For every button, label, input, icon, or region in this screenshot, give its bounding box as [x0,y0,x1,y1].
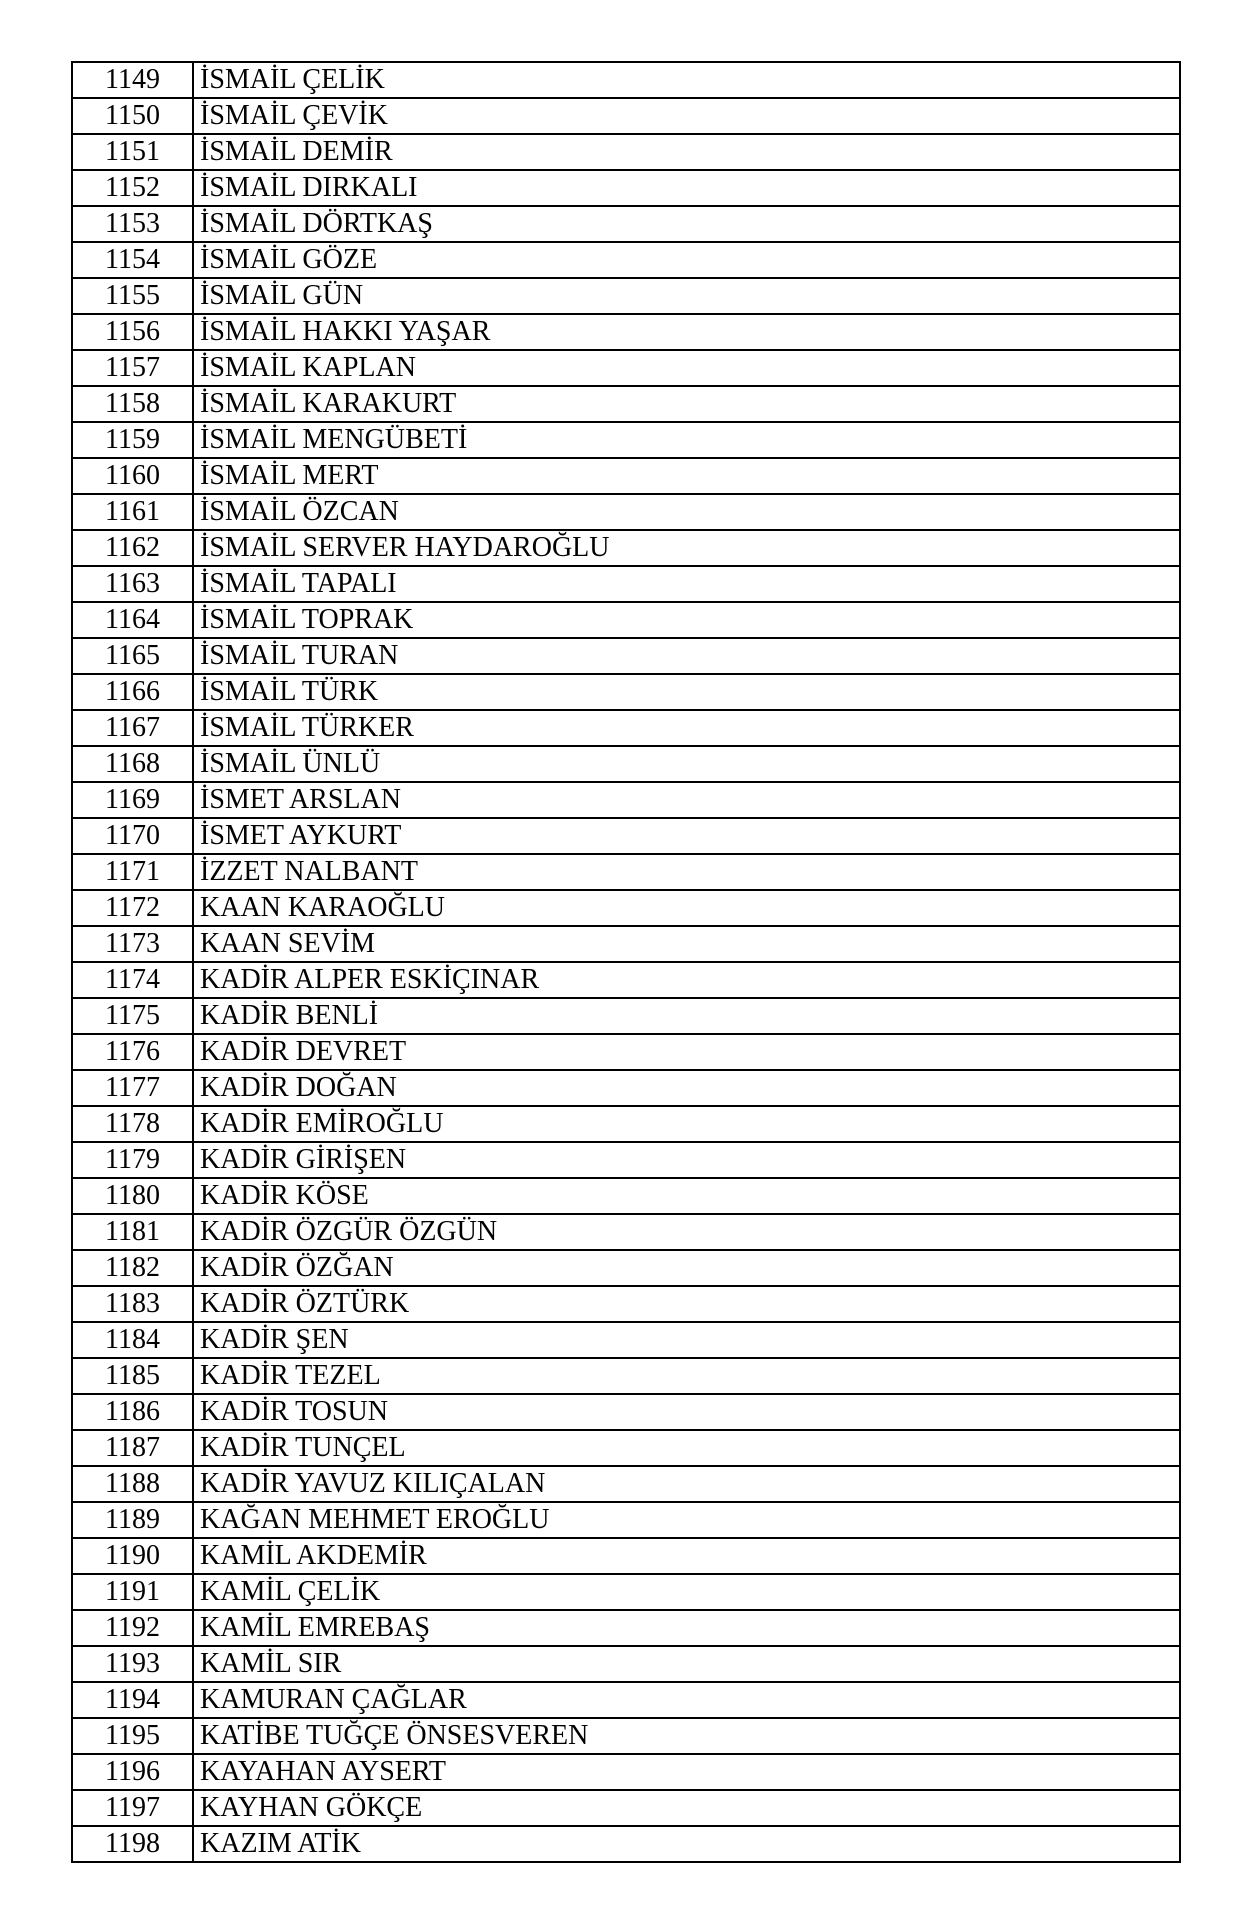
full-name-cell: KADİR DEVRET [193,1034,1180,1070]
full-name-cell: KADİR BENLİ [193,998,1180,1034]
table-row [72,1286,1180,1322]
row-number-cell: 1170 [72,818,193,854]
table-row [72,1142,1180,1178]
full-name-cell: KADİR YAVUZ KILIÇALAN [193,1466,1180,1502]
full-name-cell: İSMAİL TAPALI [193,566,1180,602]
table-row [72,494,1180,530]
full-name-cell: KAYHAN GÖKÇE [193,1790,1180,1826]
table-row [72,710,1180,746]
full-name-cell: KADİR TUNÇEL [193,1430,1180,1466]
row-number-cell: 1172 [72,890,193,926]
full-name-cell: İSMAİL ÖZCAN [193,494,1180,530]
row-number-cell: 1161 [72,494,193,530]
row-number-cell: 1190 [72,1538,193,1574]
table-row [72,458,1180,494]
row-number-cell: 1197 [72,1790,193,1826]
table-row [72,386,1180,422]
table-row [72,1574,1180,1610]
row-number-cell: 1195 [72,1718,193,1754]
full-name-cell: İSMAİL ÜNLÜ [193,746,1180,782]
row-number-cell: 1175 [72,998,193,1034]
row-number-cell: 1180 [72,1178,193,1214]
row-number-cell: 1181 [72,1214,193,1250]
table-row [72,1250,1180,1286]
table-row [72,1646,1180,1682]
table-row [72,962,1180,998]
row-number-cell: 1164 [72,602,193,638]
row-number-cell: 1167 [72,710,193,746]
full-name-cell: KADİR EMİROĞLU [193,1106,1180,1142]
full-name-cell: KAMİL EMREBAŞ [193,1610,1180,1646]
table-row [72,998,1180,1034]
row-number-cell: 1196 [72,1754,193,1790]
full-name-cell: İSMAİL GÖZE [193,242,1180,278]
row-number-cell: 1192 [72,1610,193,1646]
row-number-cell: 1174 [72,962,193,998]
table-row [72,1034,1180,1070]
table-row [72,566,1180,602]
table-row [72,530,1180,566]
table-row [72,1178,1180,1214]
row-number-cell: 1169 [72,782,193,818]
table-row [72,1682,1180,1718]
full-name-cell: KADİR DOĞAN [193,1070,1180,1106]
full-name-cell: KAYAHAN AYSERT [193,1754,1180,1790]
row-number-cell: 1157 [72,350,193,386]
table-row [72,890,1180,926]
table-row [72,1430,1180,1466]
table-row [72,1322,1180,1358]
table-row [72,206,1180,242]
full-name-cell: İSMAİL MERT [193,458,1180,494]
table-row [72,1790,1180,1826]
row-number-cell: 1163 [72,566,193,602]
table-row [72,1358,1180,1394]
table-row [72,1718,1180,1754]
full-name-cell: İSMAİL HAKKI YAŞAR [193,314,1180,350]
row-number-cell: 1191 [72,1574,193,1610]
table-row [72,1538,1180,1574]
row-number-cell: 1173 [72,926,193,962]
row-number-cell: 1153 [72,206,193,242]
table-row [72,1466,1180,1502]
row-number-cell: 1158 [72,386,193,422]
full-name-cell: KAAN KARAOĞLU [193,890,1180,926]
table-row [72,170,1180,206]
full-name-cell: KADİR ALPER ESKİÇINAR [193,962,1180,998]
table-row [72,782,1180,818]
table-row [72,422,1180,458]
full-name-cell: KAMİL SIR [193,1646,1180,1682]
row-number-cell: 1160 [72,458,193,494]
full-name-cell: KAĞAN MEHMET EROĞLU [193,1502,1180,1538]
row-number-cell: 1162 [72,530,193,566]
table-row [72,854,1180,890]
row-number-cell: 1159 [72,422,193,458]
row-number-cell: 1186 [72,1394,193,1430]
full-name-cell: İSMAİL KAPLAN [193,350,1180,386]
name-list-body [72,62,1180,1862]
row-number-cell: 1177 [72,1070,193,1106]
row-number-cell: 1176 [72,1034,193,1070]
full-name-cell: İSMAİL DIRKALI [193,170,1180,206]
row-number-cell: 1198 [72,1826,193,1862]
full-name-cell: İSMAİL TÜRK [193,674,1180,710]
row-number-cell: 1185 [72,1358,193,1394]
table-row [72,1106,1180,1142]
full-name-cell: KADİR ÖZĞAN [193,1250,1180,1286]
row-number-cell: 1193 [72,1646,193,1682]
full-name-cell: KAMURAN ÇAĞLAR [193,1682,1180,1718]
row-number-cell: 1187 [72,1430,193,1466]
full-name-cell: İSMAİL TURAN [193,638,1180,674]
full-name-cell: İSMAİL DEMİR [193,134,1180,170]
row-number-cell: 1168 [72,746,193,782]
row-number-cell: 1150 [72,98,193,134]
full-name-cell: KADİR ÖZGÜR ÖZGÜN [193,1214,1180,1250]
table-row [72,638,1180,674]
full-name-cell: İSMAİL MENGÜBETİ [193,422,1180,458]
full-name-cell: KAAN SEVİM [193,926,1180,962]
full-name-cell: KAMİL AKDEMİR [193,1538,1180,1574]
row-number-cell: 1151 [72,134,193,170]
table-row [72,746,1180,782]
table-row [72,278,1180,314]
row-number-cell: 1155 [72,278,193,314]
row-number-cell: 1152 [72,170,193,206]
row-number-cell: 1184 [72,1322,193,1358]
full-name-cell: KADİR TOSUN [193,1394,1180,1430]
row-number-cell: 1188 [72,1466,193,1502]
table-row [72,314,1180,350]
table-row [72,98,1180,134]
full-name-cell: KADİR ÖZTÜRK [193,1286,1180,1322]
full-name-cell: İSMAİL TÜRKER [193,710,1180,746]
row-number-cell: 1183 [72,1286,193,1322]
table-row [72,818,1180,854]
row-number-cell: 1154 [72,242,193,278]
row-number-cell: 1194 [72,1682,193,1718]
full-name-cell: İSMAİL TOPRAK [193,602,1180,638]
row-number-cell: 1166 [72,674,193,710]
full-name-cell: İSMET ARSLAN [193,782,1180,818]
table-row [72,602,1180,638]
full-name-cell: KAMİL ÇELİK [193,1574,1180,1610]
full-name-cell: KATİBE TUĞÇE ÖNSESVEREN [193,1718,1180,1754]
row-number-cell: 1189 [72,1502,193,1538]
full-name-cell: KADİR GİRİŞEN [193,1142,1180,1178]
name-list-table [71,61,1181,1863]
table-row [72,1754,1180,1790]
full-name-cell: İSMAİL SERVER HAYDAROĞLU [193,530,1180,566]
table-row [72,674,1180,710]
row-number-cell: 1156 [72,314,193,350]
full-name-cell: KADİR ŞEN [193,1322,1180,1358]
full-name-cell: İSMAİL DÖRTKAŞ [193,206,1180,242]
full-name-cell: İZZET NALBANT [193,854,1180,890]
table-row [72,1610,1180,1646]
full-name-cell: İSMET AYKURT [193,818,1180,854]
table-row [72,1394,1180,1430]
row-number-cell: 1178 [72,1106,193,1142]
row-number-cell: 1149 [72,62,193,98]
full-name-cell: İSMAİL ÇEVİK [193,98,1180,134]
table-row [72,926,1180,962]
table-row [72,62,1180,98]
full-name-cell: KADİR KÖSE [193,1178,1180,1214]
table-row [72,1070,1180,1106]
full-name-cell: İSMAİL GÜN [193,278,1180,314]
table-row [72,242,1180,278]
row-number-cell: 1171 [72,854,193,890]
table-row [72,1502,1180,1538]
table-row [72,350,1180,386]
full-name-cell: KAZIM ATİK [193,1826,1180,1862]
full-name-cell: İSMAİL ÇELİK [193,62,1180,98]
table-row [72,134,1180,170]
table-row [72,1214,1180,1250]
full-name-cell: İSMAİL KARAKURT [193,386,1180,422]
row-number-cell: 1165 [72,638,193,674]
full-name-cell: KADİR TEZEL [193,1358,1180,1394]
row-number-cell: 1182 [72,1250,193,1286]
row-number-cell: 1179 [72,1142,193,1178]
table-row [72,1826,1180,1862]
